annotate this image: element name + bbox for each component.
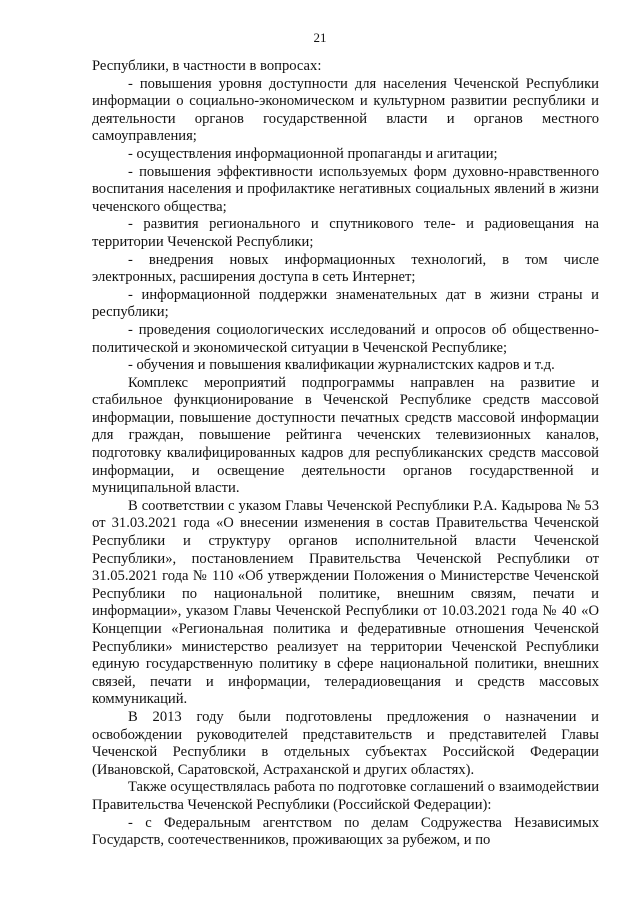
document-body [92,58,599,850]
paragraph-agreements: Также осуществлялась работа по подготовке соглашений о взаимодействии Правительства Чеченской Республики (Российской Федерации): [92,779,599,813]
list-item: - повышения эффективности используемых форм духовно-нравственного воспитания населения и профилактике негативных социальных явлений в жизни чеченского общества; [92,163,599,215]
list-item: - внедрения новых информационных технологий, в том числе электронных, расширения доступа в сеть Интернет; [92,251,599,286]
list-item: - проведения социологических исследований и опросов об общественно-политической и экономической ситуации в Чеченской Республике; [92,321,599,356]
list-item: - повышения уровня доступности для населения Чеченской Республики информации о социально-экономическом и культурном развитии республики и деятельности органов государственной власти и органов местного самоуправления; [92,75,599,145]
page-number: 21 [313,30,327,45]
list-item: - развития регионального и спутникового теле- и радиовещания на территории Чеченской Республики; [92,216,599,250]
list-item: - обучения и повышения квалификации журналистских кадров и т.д. [128,357,555,374]
paragraph-2013: В 2013 году были подготовлены предложения о назначении и освобождении руководителей представительств и представителей Главы Чеченской Республики в отдельных субъектах Российской Федерации (Ивановской, Саратовской, Астраханской и других областях). [92,708,599,778]
list-item: - осуществления информационной пропаганды и агитации; [128,145,498,162]
list-item: - с Федеральным агентством по делам Содружества Независимых Государств, соотечественников, проживающих за рубежом, и по [92,814,599,849]
paragraph-intro: Республики, в частности в вопросах: [92,58,322,74]
list-item: - информационной поддержки знаменательных дат в жизни страны и республики; [92,286,599,321]
paragraph-decree: В соответствии с указом Главы Чеченской Республики Р.А. Кадырова № 53 от 31.03.2021 года «О внесении изменения в состав Правительства Чеченской Республики и структуру органов исполнительной власти Чеченской Республики», постановлением Правительства Чеченской Республики от 31.05.2021 года № 110 «Об утверждении Положения о Министерстве Чеченской Республики по национальной политике, внешним связям, печати и информации», указом Главы Чеченской Республики от 10.03.2021 года № 40 «О Концепции «Региональная политика и федеративные отношения Чеченской Республики» министерство реализует на территории Чеченской Республики единую государственную политику в сфере национальной политики, внешних связей, печати и информации, телерадиовещания и средств массовых коммуникаций. [92,497,599,708]
paragraph-complex: Комплекс мероприятий подпрограммы направлен на развитие и стабильное функционирование в Чеченской Республике средств массовой информации, повышение доступности печатных средств массовой информации для граждан, повышение рейтинга чеченских телевизионных каналов, подготовку квалифицированных кадров для республиканских средств массовой информации, и освещение деятельности органов государственной и муниципальной власти. [92,374,599,497]
